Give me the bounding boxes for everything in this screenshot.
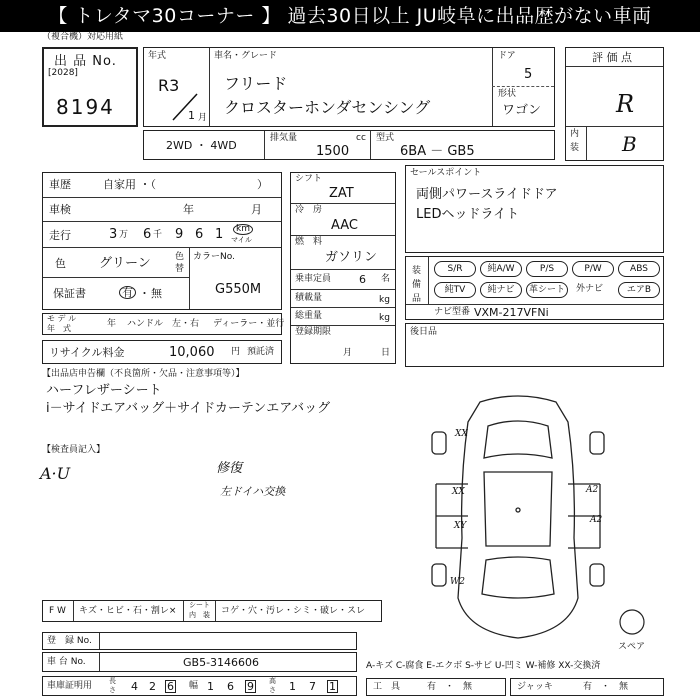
sales-point-line1: 両側パワースライドドア bbox=[416, 187, 558, 202]
shape-value: ワゴン bbox=[502, 103, 542, 118]
cert-wid-label: 幅 bbox=[189, 681, 199, 691]
recycle-label: リサイクル料金 bbox=[49, 346, 125, 359]
color-label: 色 bbox=[55, 257, 66, 270]
registration-row bbox=[42, 632, 357, 650]
interior-label-1: 内 bbox=[570, 129, 580, 139]
condition-fw: F W bbox=[49, 606, 66, 616]
mileage-d2: 6 bbox=[143, 227, 152, 242]
equip-pw: P/W bbox=[572, 261, 614, 277]
warranty-label: 保証書 bbox=[53, 287, 86, 300]
model-value: 6BA － GB5 bbox=[400, 144, 475, 159]
mileage-d3: 9 bbox=[175, 227, 184, 242]
drive-options: 2WD ・ 4WD bbox=[166, 139, 237, 152]
jack-label: ジャッキ bbox=[517, 682, 553, 692]
tools-row bbox=[366, 678, 506, 696]
gross-unit: kg bbox=[379, 313, 390, 323]
cert-len-digit: 4 bbox=[131, 680, 138, 693]
damage-mark: A2 bbox=[590, 515, 603, 525]
mileage-label: 走行 bbox=[49, 229, 71, 242]
expiry-day: 日 bbox=[381, 348, 391, 358]
cert-hgt-digit: 1 bbox=[329, 680, 336, 693]
certificate-row bbox=[42, 676, 357, 696]
navi-label: ナビ型番 bbox=[434, 307, 471, 317]
damage-legend: A-キズ C-腐食 E-エクボ S-サビ U-凹ミ W-補修 XX-交換済 bbox=[366, 661, 601, 671]
inspector-label: 【検査員記入】 bbox=[42, 445, 106, 455]
equip-genuine-navi: 純ナビ bbox=[480, 282, 522, 298]
banner-title: 【 トレタマ30コーナー 】 過去30日以上 JU岐阜に出品歴がない車両 bbox=[0, 0, 700, 32]
capacity-label: 乗車定員 bbox=[295, 274, 332, 284]
mileage-d4: 6 bbox=[195, 227, 204, 242]
lot-year-tag: [2028] bbox=[48, 68, 78, 78]
sales-point-label: セールスポイント bbox=[410, 168, 482, 178]
seller-notes-label: 【出品店申告欄（不良箇所・欠品・注意事項等）】 bbox=[42, 369, 245, 379]
aircon-value: AAC bbox=[331, 218, 358, 233]
cert-len-digit: 6 bbox=[167, 680, 174, 693]
inspection-label: 車検 bbox=[49, 203, 71, 216]
condition-row bbox=[42, 600, 382, 622]
cert-hgt-digit: 7 bbox=[309, 680, 316, 693]
equip-ps: P/S bbox=[526, 261, 568, 277]
header-note: （複合機）対応用紙 bbox=[42, 32, 124, 42]
year-month: 1 bbox=[188, 109, 195, 122]
history-label: 車歴 bbox=[49, 178, 71, 191]
score-interior: B bbox=[622, 132, 637, 156]
sales-point-line2: LEDヘッドライト bbox=[416, 207, 520, 222]
displacement-label: 排気量 bbox=[270, 133, 298, 143]
damage-mark: A2 bbox=[586, 485, 599, 495]
condition-items: キズ・ヒビ・石・割レ× bbox=[79, 606, 177, 616]
recycle-note: 預託済 bbox=[247, 347, 275, 357]
mileage-u2: 千 bbox=[153, 230, 163, 240]
equipment-label-3: 品 bbox=[412, 294, 422, 304]
expiry-label: 登録期限 bbox=[295, 327, 332, 337]
color-no-label: カラーNo. bbox=[193, 252, 235, 262]
cert-wid-digit: 1 bbox=[207, 680, 214, 693]
recycle-value: 10,060 bbox=[169, 345, 215, 360]
interior-label-2: 装 bbox=[570, 143, 580, 153]
shift-value: ZAT bbox=[329, 186, 354, 201]
mileage-u1: 万 bbox=[119, 230, 129, 240]
inspector-note-right-1: 修復 bbox=[216, 461, 243, 476]
mileage-d5: 1 bbox=[215, 227, 224, 242]
navi-value: VXM-217VFNi bbox=[474, 306, 549, 319]
condition-seat-items: コゲ・穴・汚レ・シミ・破レ・スレ bbox=[221, 606, 366, 616]
year-month-unit: 月 bbox=[198, 113, 208, 123]
recycle-row bbox=[42, 340, 282, 364]
jack-row bbox=[510, 678, 664, 696]
equipment-label-2: 備 bbox=[412, 280, 422, 290]
cert-wid-digit: 6 bbox=[227, 680, 234, 693]
vehicle-label: 車名・グレード bbox=[214, 51, 278, 61]
mileage-unit-mile: マイル bbox=[231, 236, 252, 244]
sales-point-box bbox=[405, 165, 664, 253]
condition-seat-2: 内 装 bbox=[189, 611, 210, 619]
certificate-label: 車庫証明用 bbox=[47, 681, 93, 691]
vehicle-grade: クロスターホンダセンシング bbox=[224, 98, 431, 117]
model-year-label-1: モ デ ル bbox=[47, 314, 77, 323]
load-label: 積載量 bbox=[295, 293, 323, 303]
fuel-label: 燃 料 bbox=[295, 237, 323, 247]
capacity-unit: 名 bbox=[381, 274, 391, 284]
damage-mark: XX bbox=[452, 487, 465, 497]
displacement-value: 1500 bbox=[316, 144, 350, 159]
spare-label: スペア bbox=[618, 642, 646, 652]
equip-ext-navi: 外ナビ bbox=[576, 284, 604, 294]
cert-hgt-label-2: さ bbox=[269, 686, 276, 694]
tools-label: 工 具 bbox=[373, 682, 401, 692]
equipment-box bbox=[405, 256, 664, 320]
chassis-value: GB5-3146606 bbox=[183, 656, 260, 669]
seller-notes-line2: i－サイドエアバッグ＋サイドカーテンエアバッグ bbox=[46, 401, 331, 416]
doors-value: 5 bbox=[524, 67, 533, 82]
inspector-note-right-2: 左ドイハ交換 bbox=[220, 485, 286, 498]
aircon-label: 冷 房 bbox=[295, 205, 323, 215]
fuel-value: ガソリン bbox=[325, 250, 378, 265]
year-slash bbox=[169, 92, 199, 122]
equip-leather-seat: 革シート bbox=[526, 282, 568, 298]
after-fit-label: 後日品 bbox=[410, 327, 438, 337]
cert-hgt-digit: 1 bbox=[289, 680, 296, 693]
equip-genuine-aw: 純A/W bbox=[480, 261, 522, 277]
mileage-unit-km: km bbox=[233, 224, 253, 235]
load-unit: kg bbox=[379, 295, 390, 305]
displacement-unit: cc bbox=[356, 133, 366, 143]
cert-len-label-2: さ bbox=[109, 686, 116, 694]
inspection-month: 月 bbox=[251, 203, 262, 216]
shift-label: シフト bbox=[295, 174, 323, 184]
history-close: ） bbox=[257, 178, 268, 191]
model-year-dealer: ディーラー・並行 bbox=[213, 319, 285, 329]
chassis-label: 車 台 No. bbox=[47, 657, 86, 667]
color-value: グリーン bbox=[99, 256, 151, 271]
color-change-1: 色 bbox=[175, 252, 185, 262]
damage-mark: W2 bbox=[450, 577, 465, 587]
cert-len-digit: 2 bbox=[149, 680, 156, 693]
condition-seat-1: シート bbox=[189, 601, 210, 609]
model-label: 型式 bbox=[376, 133, 395, 143]
year-label: 年式 bbox=[148, 51, 167, 61]
registration-label: 登 録 No. bbox=[47, 636, 92, 646]
lot-label: 出 品 No. bbox=[54, 54, 117, 69]
score-label: 評 価 点 bbox=[592, 51, 632, 64]
inspector-note-left: A·U bbox=[40, 464, 71, 483]
jack-value: 有 ・ 無 bbox=[583, 682, 629, 692]
equip-airbag: エアB bbox=[618, 282, 660, 298]
cert-hgt-label-1: 高 bbox=[269, 677, 276, 685]
equip-abs: ABS bbox=[618, 261, 660, 277]
cert-wid-digit: 9 bbox=[247, 680, 254, 693]
history-value: 自家用 ・（ bbox=[103, 178, 156, 191]
lot-box bbox=[42, 47, 138, 127]
spec-row bbox=[143, 130, 555, 160]
recycle-unit: 円 bbox=[231, 347, 241, 357]
warranty-sep: ・ bbox=[139, 287, 150, 300]
spare-tire-icon bbox=[618, 608, 648, 638]
damage-mark: XY bbox=[454, 521, 467, 531]
tools-value: 有 ・ 無 bbox=[427, 682, 473, 692]
equip-sr: S/R bbox=[434, 261, 476, 277]
expiry-month: 月 bbox=[343, 348, 353, 358]
model-year-year: 年 bbox=[107, 319, 117, 329]
equipment-label-1: 装 bbox=[412, 266, 422, 276]
history-block bbox=[42, 172, 282, 310]
seller-notes-line1: ハーフレザーシート bbox=[46, 383, 162, 398]
after-fit-box bbox=[405, 323, 664, 367]
doors-label: ドア bbox=[498, 51, 516, 61]
warranty-yes: 有 bbox=[119, 286, 136, 299]
model-year-row bbox=[42, 313, 285, 335]
score-overall: R bbox=[616, 90, 635, 118]
chassis-row bbox=[42, 652, 357, 672]
model-year-handle: ハンドル 左・右 bbox=[127, 319, 200, 329]
cert-len-label-1: 長 bbox=[109, 677, 116, 685]
color-change-2: 替 bbox=[175, 264, 185, 274]
capacity-value: 6 bbox=[359, 273, 366, 286]
color-no-value: G550M bbox=[215, 282, 262, 297]
vehicle-name: フリード bbox=[224, 74, 288, 93]
inspection-year: 年 bbox=[183, 203, 194, 216]
lot-number: 8194 bbox=[56, 95, 115, 119]
warranty-no: 無 bbox=[151, 287, 162, 300]
car-diagram bbox=[418, 388, 618, 650]
gross-label: 総重量 bbox=[295, 311, 323, 321]
model-year-label-2: 年 式 bbox=[47, 324, 71, 333]
mechanical-block bbox=[290, 172, 396, 364]
score-box bbox=[565, 47, 664, 161]
equip-genuine-tv: 純TV bbox=[434, 282, 476, 298]
vehicle-box bbox=[143, 47, 555, 127]
damage-mark: XX bbox=[455, 429, 468, 439]
mileage-d1: 3 bbox=[109, 227, 118, 242]
year-era: R3 bbox=[158, 76, 180, 95]
shape-label: 形状 bbox=[498, 89, 517, 99]
